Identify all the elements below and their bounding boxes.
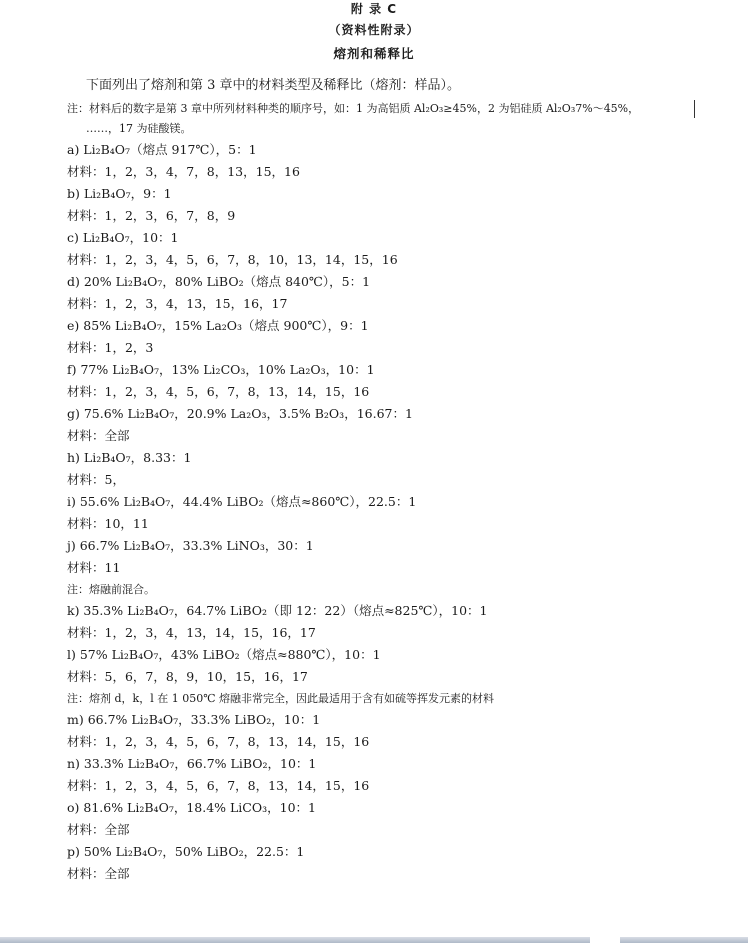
flux-p: p) 50% Li₂B₄O₇，50% LiBO₂，22.5：1 — [67, 844, 305, 859]
flux-g: g) 75.6% Li₂B₄O₇，20.9% La₂O₃，3.5% B₂O₃，16.67：1 — [67, 406, 413, 421]
flux-f: f) 77% Li₂B₄O₇，13% Li₂CO₃，10% La₂O₃，10：1 — [67, 362, 375, 377]
flux-m: m) 66.7% Li₂B₄O₇，33.3% LiBO₂，10：1 — [67, 712, 321, 727]
materials-b: 材料：1，2，3，6，7，8，9 — [67, 208, 236, 223]
materials-p: 材料：全部 — [67, 866, 130, 881]
materials-j: 材料：11 — [67, 560, 121, 575]
materials-a: 材料：1，2，3，4，7，8，13，15，16 — [67, 164, 300, 179]
flux-l: l) 57% Li₂B₄O₇，43% LiBO₂（熔点≈880℃），10：1 — [67, 647, 381, 662]
materials-o: 材料：全部 — [67, 822, 130, 837]
note-line-2: ……，17 为硅酸镁。 — [86, 122, 192, 135]
flux-c: c) Li₂B₄O₇，10：1 — [67, 230, 179, 245]
intro-paragraph: 下面列出了熔剂和第 3 章中的材料类型及稀释比（熔剂：样品）。 — [86, 78, 461, 93]
materials-h: 材料：5， — [67, 472, 125, 487]
materials-g: 材料：全部 — [67, 428, 130, 443]
note-line-1: 注：材料后的数字是第 3 章中所列材料种类的顺序号，如：1 为高铝质 Al₂O₃≥45%，2 为铝硅质 Al₂O₃7%～45%， — [67, 102, 640, 115]
flux-d: d) 20% Li₂B₄O₇，80% LiBO₂（熔点 840℃），5：1 — [67, 274, 371, 289]
materials-f: 材料：1，2，3，4，5，6，7，8，13，14，15，16 — [67, 384, 370, 399]
flux-n: n) 33.3% Li₂B₄O₇，66.7% LiBO₂，10：1 — [67, 756, 317, 771]
appendix-type: （资料性附录） — [328, 23, 420, 37]
materials-n: 材料：1，2，3，4，5，6，7，8，13，14，15，16 — [67, 778, 370, 793]
materials-l: 材料：5，6，7，8，9，10，15，16，17 — [67, 669, 308, 684]
flux-k: k) 35.3% Li₂B₄O₇，64.7% LiBO₂（即 12：22）（熔点≈825℃），10：1 — [67, 603, 488, 618]
flux-a: a) Li₂B₄O₇（熔点 917℃），5：1 — [67, 142, 257, 157]
note-premix: 注：熔融前混合。 — [67, 583, 155, 596]
flux-i: i) 55.6% Li₂B₄O₇，44.4% LiBO₂（熔点≈860℃），22.5：1 — [67, 494, 417, 509]
materials-i: 材料：10，11 — [67, 516, 149, 531]
flux-h: h) Li₂B₄O₇，8.33：1 — [67, 450, 192, 465]
flux-b: b) Li₂B₄O₇，9：1 — [67, 186, 172, 201]
materials-d: 材料：1，2，3，4，13，15，16，17 — [67, 296, 288, 311]
appendix-heading: 附 录 C — [350, 2, 398, 16]
margin-bar — [694, 100, 695, 118]
materials-m: 材料：1，2，3，4，5，6，7，8，13，14，15，16 — [67, 734, 370, 749]
flux-e: e) 85% Li₂B₄O₇，15% La₂O₃（熔点 900℃），9：1 — [67, 318, 369, 333]
materials-k: 材料：1，2，3，4，13，14，15，16，17 — [67, 625, 316, 640]
flux-o: o) 81.6% Li₂B₄O₇，18.4% LiCO₃，10：1 — [67, 800, 316, 815]
note-volatile: 注：熔剂 d，k，l 在 1 050℃ 熔融非常完全，因此最适用于含有如硫等挥发元素的材料 — [67, 692, 495, 705]
materials-c: 材料：1，2，3，4，5，6，7，8，10，13，14，15，16 — [67, 252, 398, 267]
page-footer-rule — [0, 937, 748, 943]
flux-j: j) 66.7% Li₂B₄O₇，33.3% LiNO₃，30：1 — [67, 538, 314, 553]
appendix-title: 熔剂和稀释比 — [333, 46, 415, 61]
materials-e: 材料：1，2，3 — [67, 340, 154, 355]
